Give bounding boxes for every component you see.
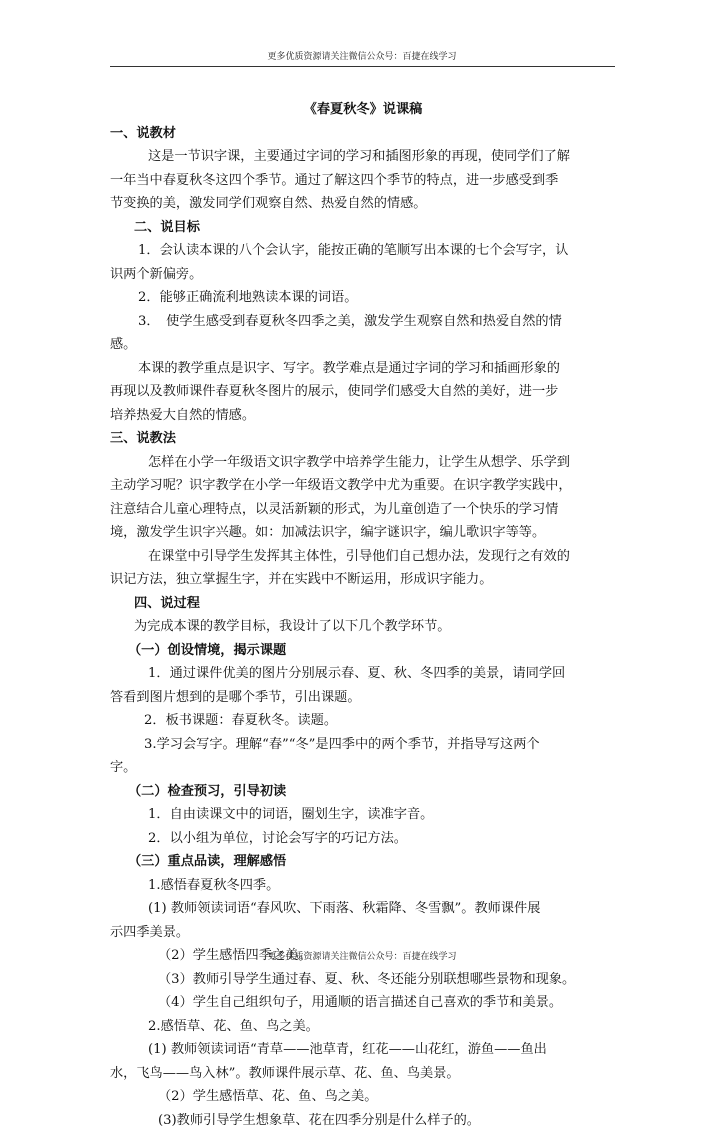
text-line: 2.感悟草、花、鱼、鸟之美。 — [110, 1015, 616, 1039]
text-line: 为完成本课的教学目标，我设计了以下几个教学环节。 — [110, 615, 616, 639]
page-header: 更多优质资源请关注微信公众号：百捷在线学习 — [0, 51, 724, 63]
text-line: 3.学习会写字。理解“春”“冬”是四季中的两个季节，并指导写这两个 — [110, 733, 616, 757]
text-line: (3)教师引导学生想象草、花在四季分别是什么样子的。 — [110, 1109, 616, 1132]
document-body — [110, 98, 616, 1132]
text-line: 培养热爱大自然的情感。 — [110, 404, 616, 428]
header-divider — [110, 66, 615, 67]
text-line: （4）学生自己组织句子，用通顺的语言描述自己喜欢的季节和美景。 — [110, 991, 616, 1015]
text-line: 本课的教学重点是识字、写字。教学难点是通过字词的学习和插画形象的 — [110, 357, 616, 381]
text-line: 再现以及教师课件春夏秋冬图片的展示，使同学们感受大自然的美好，进一步 — [110, 380, 616, 404]
text-line: （2）学生感悟四季之美。 — [110, 944, 616, 968]
text-line: （2）学生感悟草、花、鱼、鸟之美。 — [110, 1085, 616, 1109]
text-line: 识记方法，独立掌握生字，并在实践中不断运用，形成识字能力。 — [110, 568, 616, 592]
text-line: 境，激发学生识字兴趣。如：加减法识字，编字谜识字，编儿歌识字等等。 — [110, 521, 616, 545]
section-heading: 二、说目标 — [110, 216, 616, 240]
text-line: 字。 — [110, 756, 616, 780]
text-line: (1) 教师领读词语“青草——池草青，红花——山花红，游鱼——鱼出 — [110, 1038, 616, 1062]
text-line: 1．通过课件优美的图片分别展示春、夏、秋、冬四季的美景，请同学回 — [110, 662, 616, 686]
page-footer: 更多优质资源请关注微信公众号：百捷在线学习 — [0, 951, 724, 963]
section-heading: 三、说教法 — [110, 427, 616, 451]
text-line: （3）教师引导学生通过春、夏、秋、冬还能分别联想哪些景物和现象。 — [110, 968, 616, 992]
text-line: 1.感悟春夏秋冬四季。 — [110, 874, 616, 898]
section-heading: （三）重点品读，理解感悟 — [110, 850, 616, 874]
text-line: 怎样在小学一年级语文识字教学中培养学生能力，让学生从想学、乐学到 — [110, 451, 616, 475]
text-line: 示四季美景。 — [110, 921, 616, 945]
text-line: 这是一节识字课，主要通过字词的学习和插图形象的再现，使同学们了解 — [110, 145, 616, 169]
text-line: 一年当中春夏秋冬这四个季节。通过了解这四个季节的特点，进一步感受到季 — [110, 169, 616, 193]
text-line: 3． 使学生感受到春夏秋冬四季之美，激发学生观察自然和热爱自然的情 — [110, 310, 616, 334]
text-line: 水，飞鸟——鸟入林”。教师课件展示草、花、鱼、鸟美景。 — [110, 1062, 616, 1086]
text-line: 1．自由读课文中的词语，圈划生字，读准字音。 — [110, 803, 616, 827]
section-heading: （一）创设情境，揭示课题 — [110, 639, 616, 663]
text-line: 识两个新偏旁。 — [110, 263, 616, 287]
text-line: 2．能够正确流利地熟读本课的词语。 — [110, 286, 616, 310]
section-heading: （二）检查预习，引导初读 — [110, 780, 616, 804]
text-line: 节变换的美，激发同学们观察自然、热爱自然的情感。 — [110, 192, 616, 216]
section-heading: 一、说教材 — [110, 122, 616, 146]
text-line: (1) 教师领读词语“春风吹、下雨落、秋霜降、冬雪飘”。教师课件展 — [110, 897, 616, 921]
text-line: 在课堂中引导学生发挥其主体性，引导他们自己想办法，发现行之有效的 — [110, 545, 616, 569]
text-line: 主动学习呢？识字教学在小学一年级语文教学中尤为重要。在识字教学实践中， — [110, 474, 616, 498]
section-heading: 四、说过程 — [110, 592, 616, 616]
text-line: 注意结合儿童心理特点，以灵活新颖的形式，为儿童创造了一个快乐的学习情 — [110, 498, 616, 522]
text-line: 1．会认读本课的八个会认字，能按正确的笔顺写出本课的七个会写字，认 — [110, 239, 616, 263]
text-line: 2．板书课题：春夏秋冬。读题。 — [110, 709, 616, 733]
text-line: 2．以小组为单位，讨论会写字的巧记方法。 — [110, 827, 616, 851]
document-title: 《春夏秋冬》说课稿 — [110, 98, 616, 122]
text-line: 感。 — [110, 333, 616, 357]
text-line: 答看到图片想到的是哪个季节，引出课题。 — [110, 686, 616, 710]
